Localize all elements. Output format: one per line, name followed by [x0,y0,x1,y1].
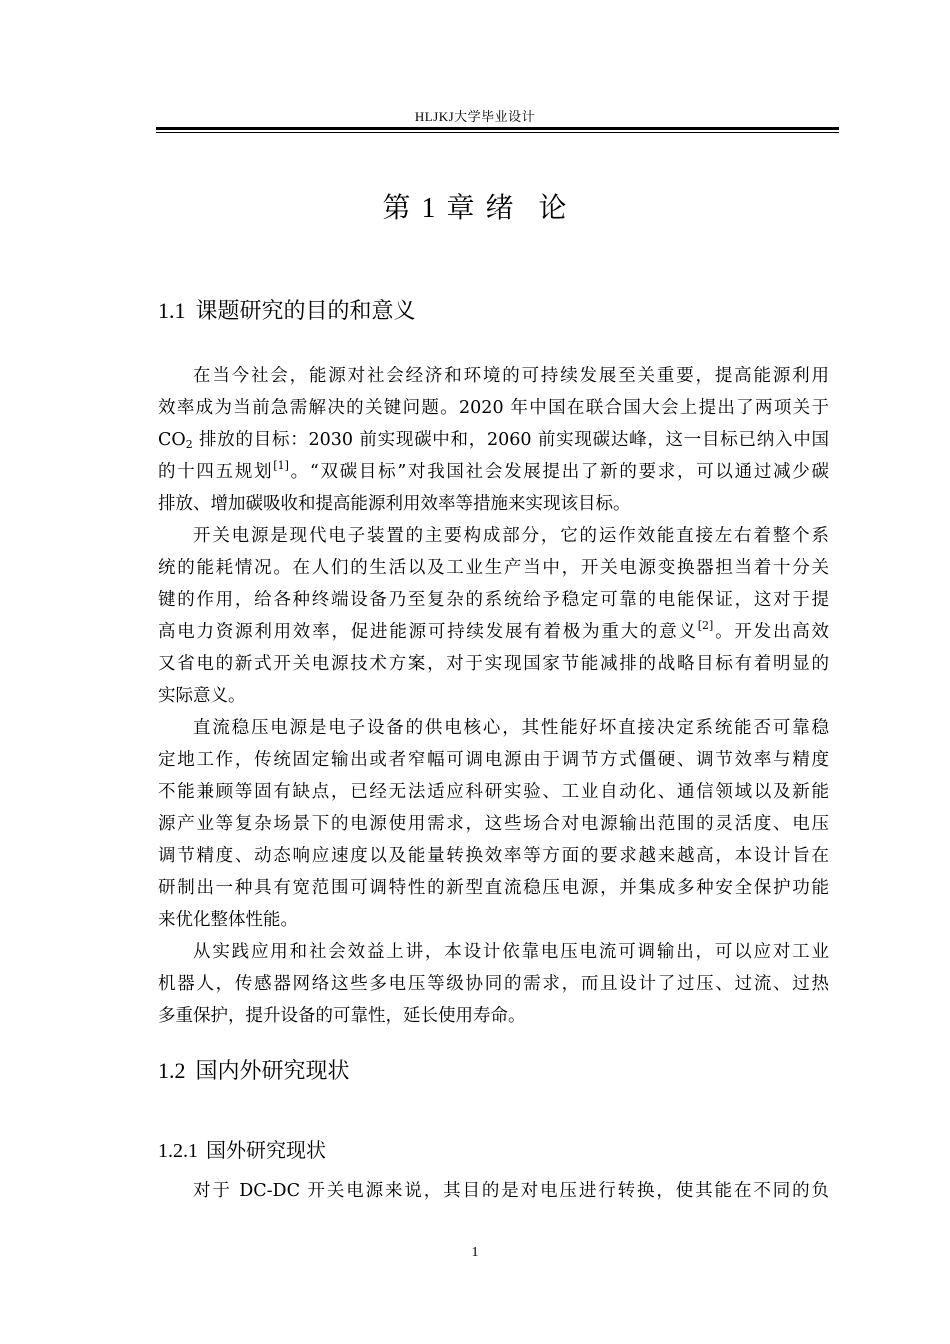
section-number: 1.2 [158,1058,186,1083]
subsection-number: 1.2.1 [158,1140,198,1162]
paragraph-line: 键的作用，给各种终端设备乃至复杂的系统给予稳定可靠的电能保证，这对于提 [158,590,829,610]
paragraph-text: 。“双碳目标”对我国社会发展提出了新的要求，可以通过减少碳 [288,462,829,482]
paragraph-line: 机器人，传感器网络这些多电压等级协同的需求，而且设计了过压、过流、过热 [158,974,829,994]
paragraph-text: 高电力资源利用效率，促进能源可持续发展有着极为重大的意义 [158,622,698,642]
paragraph-line: 不能兼顾等固有缺点，已经无法适应科研实验、工业自动化、通信领域以及新能 [158,782,829,802]
citation-ref: [2] [697,619,714,632]
co2-text: CO [158,430,186,450]
running-header: HLJKJ大学毕业设计 [414,109,536,124]
paragraph-line: 调节精度、动态响应速度以及能量转换效率等方面的要求越来越高，本设计旨在 [158,846,829,866]
page-number: 1 [471,1245,479,1260]
header-rule-thick [156,127,839,130]
citation-ref: [1] [273,459,289,472]
chapter-title-a: 绪 [485,191,515,224]
paragraph-line: 定地工作，传统固定输出或者窄幅可调电源由于调节方式僵硬、调节效率与精度 [158,750,829,770]
paragraph-line: 多重保护，提升设备的可靠性，延长使用寿命。 [158,1006,526,1026]
paragraph-text: 的十四五规划 [158,462,274,482]
paragraph-line [158,425,829,456]
paragraph-line: 对于 DC-DC 开关电源来说，其目的是对电压进行转换，使其能在不同的负 [193,1181,829,1201]
paragraph-line [158,457,829,488]
paragraph-text: 排放的目标：2030 前实现碳中和，2060 前实现碳达峰，这一目标已纳入中国 [192,430,829,450]
paragraph-line: 源产业等复杂场景下的电源使用需求，这些场合对电源输出范围的灵活度、电压 [158,814,829,834]
paragraph-line: 直流稳压电源是电子设备的供电核心，其性能好坏直接决定系统能否可靠稳 [193,718,829,738]
section-title: 课题研究的目的和意义 [195,299,416,324]
paragraph-line: 排放、增加碳吸收和提高能源利用效率等措施来实现该目标。 [158,494,631,514]
chapter-word: 章 [446,191,476,224]
paragraph-line: 研制出一种具有宽范围可调特性的新型直流稳压电源，并集成多种安全保护功能 [158,878,829,898]
paragraph-line: 来优化整体性能。 [158,910,298,930]
subsection-title: 国外研究现状 [206,1138,326,1162]
paragraph-line: 在当今社会，能源对社会经济和环境的可持续发展至关重要，提高能源利用 [193,366,829,386]
section-heading-1-1 [158,294,416,325]
paragraph-text: 。开发出高效 [713,622,830,642]
subsection-heading-1-2-1 [158,1134,326,1163]
paragraph-line: 从实践应用和社会效益上讲，本设计依靠电压电流可调输出，可以应对工业 [193,942,829,962]
co2-subscript: 2 [185,438,193,451]
paragraph-line: 开关电源是现代电子装置的主要构成部分，它的运作效能直接左右着整个系 [193,526,829,546]
paragraph-line [158,617,829,648]
chapter-title [0,186,950,226]
section-number: 1.1 [158,298,186,323]
paragraph-line: 统的能耗情况。在人们的生活以及工业生产当中，开关电源变换器担当着十分关 [158,558,829,578]
paragraph-line: 又省电的新式开关电源技术方案，对于实现国家节能减排的战略目标有着明显的 [158,654,829,674]
section-title: 国内外研究现状 [195,1059,350,1084]
paragraph-line: 效率成为当前急需解决的关键问题。2020 年中国在联合国大会上提出了两项关于 [158,398,829,418]
chapter-title-b: 论 [538,191,568,224]
paragraph-line: 实际意义。 [158,686,246,706]
header-rule-thin [156,132,839,133]
section-heading-1-2 [158,1054,350,1085]
chapter-number: 1 [421,193,437,224]
chapter-prefix: 第 [382,191,412,224]
